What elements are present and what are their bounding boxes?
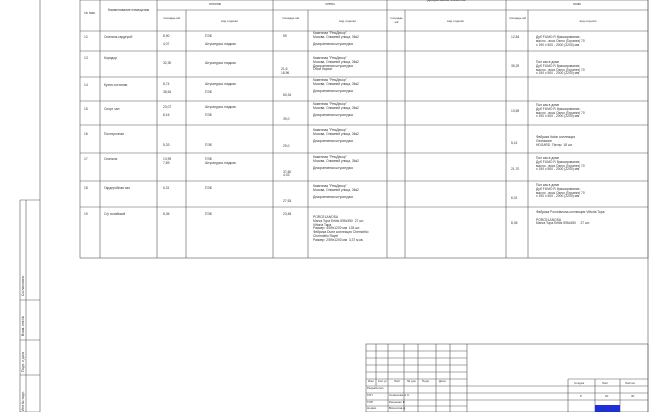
- row-12-ceiling-type: ПЭБ Штукатурка гладкая: [205, 34, 236, 46]
- row-14-ceiling-type: Штукатурка гладкая ПЭБ: [205, 82, 236, 94]
- row-15-ceiling-area: 23,07 8,16: [163, 105, 172, 117]
- row-15-ceiling-type: Штукатурка гладкая ПЭБ: [205, 105, 236, 117]
- sub-area-walls: площадь м2: [281, 16, 300, 20]
- sub-area-floor: площадь м2: [508, 16, 527, 20]
- stamp-logo-block: [595, 405, 620, 412]
- row-13-wall-area: 21,6 18,96: [281, 66, 290, 75]
- row-13-floor-type: Пол как в доме Дуб FUMO R браширование, масло - воск Osmo (Горанез) 70 х 190 х 500 - 2000 (2200) мм: [536, 60, 585, 76]
- stamp-sheet-label: Лист: [602, 381, 609, 385]
- stamp-col-sheet: Лист: [394, 379, 401, 383]
- row-18-wall-area: 27,63: [283, 198, 292, 203]
- header-walls: стены: [325, 2, 335, 6]
- row-19-wall-area: 23,48: [283, 212, 292, 216]
- row-14-name: Кухня-гостиная: [104, 83, 128, 87]
- stamp-role-normcontrol: Нормк.: [367, 406, 377, 410]
- row-16-wall-type: Каменная "РемДекор" Москва, Олимпий улица, 36к2 Декоративная штукатурка: [313, 128, 359, 144]
- row-13-name: Коридор: [104, 56, 118, 60]
- header-name: Наименование помещения: [107, 8, 150, 12]
- sub-type-walls: вид отделки: [339, 19, 356, 23]
- row-13-floor-area: 35,29: [511, 64, 520, 68]
- stamp-role-gip: ГИП: [367, 400, 373, 404]
- row-12-floor-type: Дуб FUMO R браширование, масло - воск Osmo (Горанез) 70 х 190 х 500 - 2000 (2200) мм: [536, 35, 585, 47]
- row-15-wall-type: Каменная "РемДекор" Москва, Олимпий улица, 36к2 Декоративная штукатурка: [313, 102, 359, 118]
- row-16-floor-area: 5,41: [511, 141, 518, 145]
- row-16-floor-type: Фабрика Italon коллекция Geolaware HDGARD Пятнр 18 шт.: [536, 135, 576, 147]
- row-12-ceiling-area: 8,90 4,07: [163, 34, 170, 46]
- stamp-sheets-value: 30: [631, 394, 635, 398]
- row-17-floor-area: 21,70: [511, 167, 520, 171]
- stamp-person-normcontrol: Вячеслав Д.: [389, 406, 407, 410]
- row-17-ceiling-area: 13,99 7,69: [163, 157, 172, 165]
- row-19-floor-type: Фабрика Porcelanosa коллекция Vittoria Topa PORCELANOSA Marva Topa Ertitis 595x350 27 шт.: [536, 210, 605, 226]
- row-12-wall-type: Каменная "РемДекор" Москва, Олимпий улица, 36к2 Декоративная штукатурка: [313, 31, 359, 47]
- header-floor: полы: [573, 2, 581, 6]
- row-19-wall-type: PORCELANOSA Marva Topa Ertitis 595x350 27 шт. Vittoria Tapa Размер: 4/59х1200 мм 128 шт. Фабрика Dune коллекция Chemdelio Chemdelio Rayel Размер: 2/59х1200 мм 3,37 м.кв.: [313, 215, 369, 242]
- header-num: № пом.: [84, 11, 96, 15]
- row-13-ceiling-type: Штукатурка гладкая: [205, 61, 236, 65]
- stamp-role-developer: Разработал: [367, 386, 384, 390]
- row-19-ceiling-area: 8,36: [163, 212, 170, 216]
- row-15-floor-area: 13,69: [511, 109, 520, 113]
- row-18-wall-type: Каменная "РемДекор" Москва, Олимпий улица, 36к2 Декоративная штукатурка: [313, 184, 359, 200]
- row-19-name: С/у хозяйский: [104, 212, 126, 216]
- row-15-wall-area: 39,0: [283, 116, 290, 121]
- row-12-num: 12: [84, 35, 88, 39]
- margin-signature-date: Подп. и дата: [21, 352, 25, 372]
- sub-area-decor: площадь м2: [390, 16, 403, 24]
- row-15-name: Спорт зал: [104, 107, 120, 111]
- stamp-role-gap: ГАП: [367, 393, 373, 397]
- row-14-ceiling-area: 8,74 38,54: [163, 82, 172, 94]
- stamp-col-change: Изм.: [368, 379, 375, 383]
- stamp-sheets-label: Листов: [625, 381, 635, 385]
- row-16-name: Постирочная: [104, 132, 124, 136]
- sub-area-ceiling: площадь м2: [162, 16, 181, 20]
- header-decor: декоративные элементы: [427, 0, 466, 2]
- row-16-ceiling-area: 5,33: [163, 142, 170, 147]
- row-12-floor-area: 12,84: [511, 35, 520, 39]
- row-14-num: 14: [84, 83, 88, 87]
- row-19-floor-area: 8,36: [511, 221, 518, 225]
- row-13-ceiling-area: 32,30: [163, 61, 172, 65]
- row-18-num: 18: [84, 186, 88, 190]
- row-18-floor-area: 6,31: [511, 196, 518, 200]
- row-18-ceiling-type: ПЭБ: [205, 186, 212, 190]
- row-15-floor-type: Пол как в доме Дуб FUMO R браширование, масло - воск Osmo (Горанез) 70 х 190 х 500 - 2000 (2200) мм: [536, 103, 585, 119]
- header-ceiling: потолок: [208, 2, 222, 6]
- stamp-col-qty: Кол.уч: [378, 379, 387, 383]
- row-17-floor-type: Пол как в доме Дуб FUMO R браширование, масло - воск Osmo (Горанез) 70 х 190 х 500 - 2000 (2200) мм: [536, 156, 585, 172]
- sub-type-decor: вид отделки: [447, 19, 464, 23]
- sub-type-floor: вид отделки: [579, 19, 597, 23]
- row-16-num: 16: [84, 132, 88, 136]
- row-14-wall-area: 60,34: [283, 92, 292, 97]
- row-13-wall-type: Каменная "РемДекор" Москва, Олимпий улица, 36к2 Декоративная штукатурка Обои бархат: [313, 56, 359, 72]
- margin-replaced: Взам. инв.№: [21, 315, 25, 336]
- stamp-col-sign: Подп.: [422, 379, 430, 383]
- stamp-sheet-value: 20: [605, 394, 609, 398]
- row-17-num: 17: [84, 157, 88, 161]
- row-13-num: 13: [84, 56, 88, 60]
- margin-approved: Согласовано: [21, 275, 25, 296]
- row-16-ceiling-type: ПЭБ: [205, 142, 212, 147]
- row-18-name: Гардеробная зал: [104, 186, 131, 190]
- row-17-wall-type: Каменная "РемДекор" Москва, Олимпий улица, 36к2 Декоративная штукатурка: [313, 155, 359, 171]
- row-16-wall-area: 29,0: [283, 143, 290, 148]
- row-18-ceiling-area: 6,31: [163, 186, 170, 190]
- row-18-floor-type: Пол как в доме Дуб FUMO R браширование, масло - воск Osmo (Горанез) 70 х 190 х 500 - 2000 (2200) мм: [536, 183, 585, 199]
- row-14-wall-type: Каменная "РемДекор" Москва, Олимпий улица, 36к2 Декоративная штукатурка: [313, 78, 359, 94]
- sub-type-ceiling: вид отделки: [221, 19, 238, 23]
- row-17-wall-area: 37,60 4,03: [283, 169, 292, 178]
- row-17-ceiling-type: ПЭБ Штукатурка гладкая: [205, 157, 236, 165]
- row-19-ceiling-type: ПЭБ: [205, 212, 212, 216]
- stamp-stage-label: Стадия: [574, 381, 585, 385]
- row-12-wall-area: 59: [283, 34, 287, 38]
- row-12-name: Спальня-гардероб: [104, 35, 133, 39]
- row-19-num: 19: [84, 212, 88, 216]
- stamp-stage-value: Р: [580, 394, 583, 398]
- margin-inventory: Инв.№ подл.: [21, 390, 25, 411]
- stamp-col-date: Дата: [439, 379, 446, 383]
- row-17-name: Спальня: [104, 157, 118, 161]
- row-15-num: 15: [84, 107, 88, 111]
- stamp-person-gip: Рецкенко В.: [389, 400, 406, 404]
- stamp-person-gap: Семенова Н.С.: [389, 393, 410, 397]
- stamp-col-doc: № док: [407, 379, 416, 383]
